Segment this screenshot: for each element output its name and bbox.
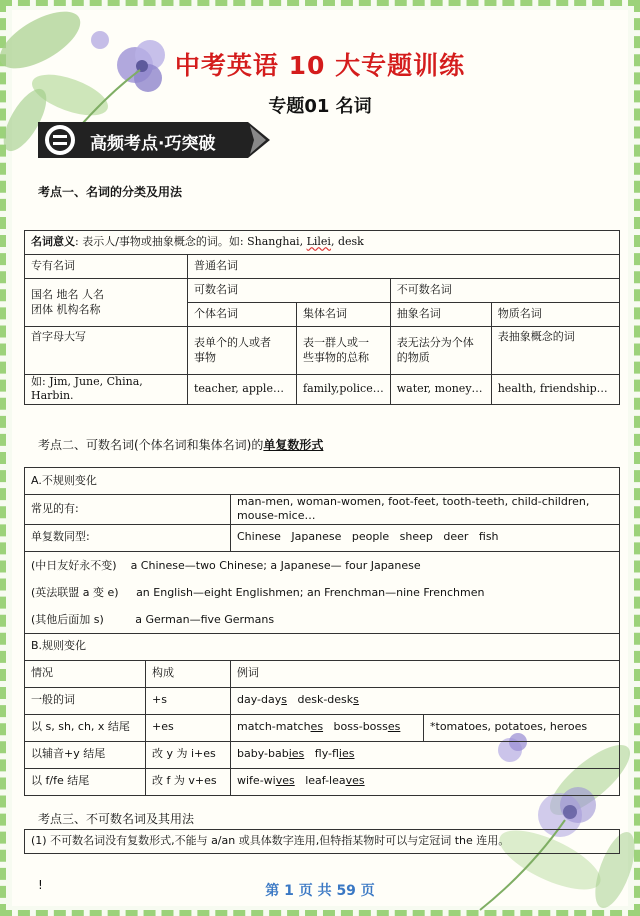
uncountable-header: 不可数名词: [390, 279, 619, 303]
section2-heading-prefix: 考点二、可数名词(个体名词和集体名词)的: [38, 438, 264, 452]
material-desc: 表抽象概念的词: [491, 327, 619, 375]
nationality-rules: [25, 551, 620, 633]
table-row: [25, 524, 620, 551]
table-row: [25, 633, 620, 660]
row-form: 改 f 为 v+es: [146, 768, 231, 795]
row-examples: [231, 768, 620, 795]
individual-header: 个体名词: [188, 303, 297, 327]
table-row: [25, 551, 620, 633]
capital-rule: 首字母大写: [25, 327, 188, 375]
material-example: health, friendship…: [491, 375, 619, 405]
table-row: [25, 255, 620, 279]
definition-cell: [25, 231, 620, 255]
table-row: [25, 468, 620, 495]
proper-types-line2: 团体 机构名称: [31, 302, 101, 316]
row-note: *tomatoes, potatoes, heroes: [424, 714, 620, 741]
example-suffix: ves: [345, 774, 365, 788]
noun-classification-table: [24, 230, 620, 405]
example-suffix: es: [310, 720, 324, 734]
example-stem: boss-boss: [333, 720, 388, 734]
example-suffix: s: [281, 693, 287, 707]
common-irregular-value: man-men, woman-women, foot-feet, tooth-teeth, child-children, mouse-mice…: [231, 495, 620, 525]
example-stem: baby-bab: [237, 747, 289, 761]
individual-example: teacher, apple…: [188, 375, 297, 405]
footer-mark: !: [38, 878, 43, 892]
collective-desc-1: 表一群人或一: [303, 336, 369, 350]
row-examples: [231, 741, 620, 768]
uncountable-rule-table: [24, 829, 620, 854]
definition-text: : 表示人/事物或抽象概念的词。如: Shanghai,: [75, 235, 307, 249]
row-case: 以 f/fe 结尾: [25, 768, 146, 795]
table-row: [25, 687, 620, 714]
regular-header: B.规则变化: [25, 633, 620, 660]
example-stem: desk-desk: [297, 693, 354, 707]
abstract-desc-1: 表无法分为个体: [396, 336, 474, 350]
table-row: [25, 495, 620, 525]
table-row: [25, 768, 620, 795]
countable-header: 可数名词: [188, 279, 391, 303]
row-examples: [231, 687, 620, 714]
individual-desc: [188, 327, 297, 375]
section3-heading: 考点三、不可数名词及其用法: [38, 812, 195, 826]
table-row: [25, 279, 620, 303]
row-case: 以 s, sh, ch, x 结尾: [25, 714, 146, 741]
table-row: [25, 741, 620, 768]
collective-desc: [297, 327, 391, 375]
table-row: [25, 231, 620, 255]
collective-example: family,police…: [297, 375, 391, 405]
same-form-label: 单复数同型:: [25, 524, 231, 551]
example-stem: match-match: [237, 720, 311, 734]
individual-desc-2: 事物: [194, 350, 216, 364]
col-example: 例词: [231, 660, 620, 687]
page-subtitle: 专题01 名词: [268, 96, 372, 117]
example-suffix: ves: [275, 774, 295, 788]
definition-wavy: Lilei: [306, 235, 331, 249]
row-form: +es: [146, 714, 231, 741]
table-row: [25, 660, 620, 687]
nationality-rule-1: (中日友好永不变) a Chinese—two Chinese; a Japanese— four Japanese: [31, 558, 421, 572]
collective-desc-2: 些事物的总称: [303, 350, 369, 364]
row-form: +s: [146, 687, 231, 714]
abstract-example: water, money…: [390, 375, 491, 405]
row-examples: [231, 714, 424, 741]
individual-desc-1: 表单个的人或者: [194, 336, 271, 350]
example-suffix: es: [387, 720, 401, 734]
nationality-rule-3: (其他后面加 s) a German—five Germans: [31, 612, 275, 626]
table-row: [25, 714, 620, 741]
example-stem: leaf-lea: [305, 774, 346, 788]
same-form-value: Chinese Japanese people sheep deer fish: [231, 524, 620, 551]
section2-heading: [38, 436, 323, 453]
material-header: 物质名词: [491, 303, 619, 327]
proper-types-line1: 国名 地名 人名: [31, 288, 104, 302]
abstract-desc-2: 的物质: [396, 350, 430, 364]
abstract-header: 抽象名词: [390, 303, 491, 327]
page-number: 第 1 页 共 59 页: [265, 883, 375, 899]
example-suffix: ies: [288, 747, 305, 761]
example-stem: wife-wi: [237, 774, 276, 788]
example-suffix: ies: [338, 747, 355, 761]
banner-label: 高频考点·巧突破: [90, 134, 216, 154]
table-row: [25, 375, 620, 405]
definition-label: 名词意义: [31, 235, 75, 249]
row-case: 一般的词: [25, 687, 146, 714]
section1-heading: 考点一、名词的分类及用法: [38, 185, 183, 199]
col-form: 构成: [146, 660, 231, 687]
page-title: 中考英语 10 大专题训练: [174, 51, 466, 80]
nationality-rule-2: (英法联盟 a 变 e) an English—eight Englishmen; an Frenchman—nine Frenchmen: [31, 585, 485, 599]
plural-forms-table: [24, 467, 620, 796]
common-noun-header: 普通名词: [188, 255, 620, 279]
abstract-desc: [390, 327, 491, 375]
section2-heading-underline: 单复数形式: [263, 438, 324, 452]
example-suffix: s: [353, 693, 359, 707]
proper-types: [25, 279, 188, 327]
collective-header: 集体名词: [297, 303, 391, 327]
uncountable-rule: (1) 不可数名词没有复数形式,不能与 a/an 或具体数字连用,但特指某物时可以与定冠词 the 连用。: [25, 830, 620, 854]
irregular-header: A.不规则变化: [25, 468, 620, 495]
table-row: [25, 830, 620, 854]
table-row: [25, 327, 620, 375]
row-form: 改 y 为 i+es: [146, 741, 231, 768]
proper-noun-header: 专有名词: [25, 255, 188, 279]
col-case: 情况: [25, 660, 146, 687]
proper-example: 如: Jim, June, China, Harbin.: [25, 375, 188, 405]
example-stem: day-day: [237, 693, 282, 707]
common-irregular-label: 常见的有:: [25, 495, 231, 525]
example-stem: fly-fl: [314, 747, 339, 761]
definition-tail: , desk: [330, 235, 364, 249]
row-case: 以辅音+y 结尾: [25, 741, 146, 768]
